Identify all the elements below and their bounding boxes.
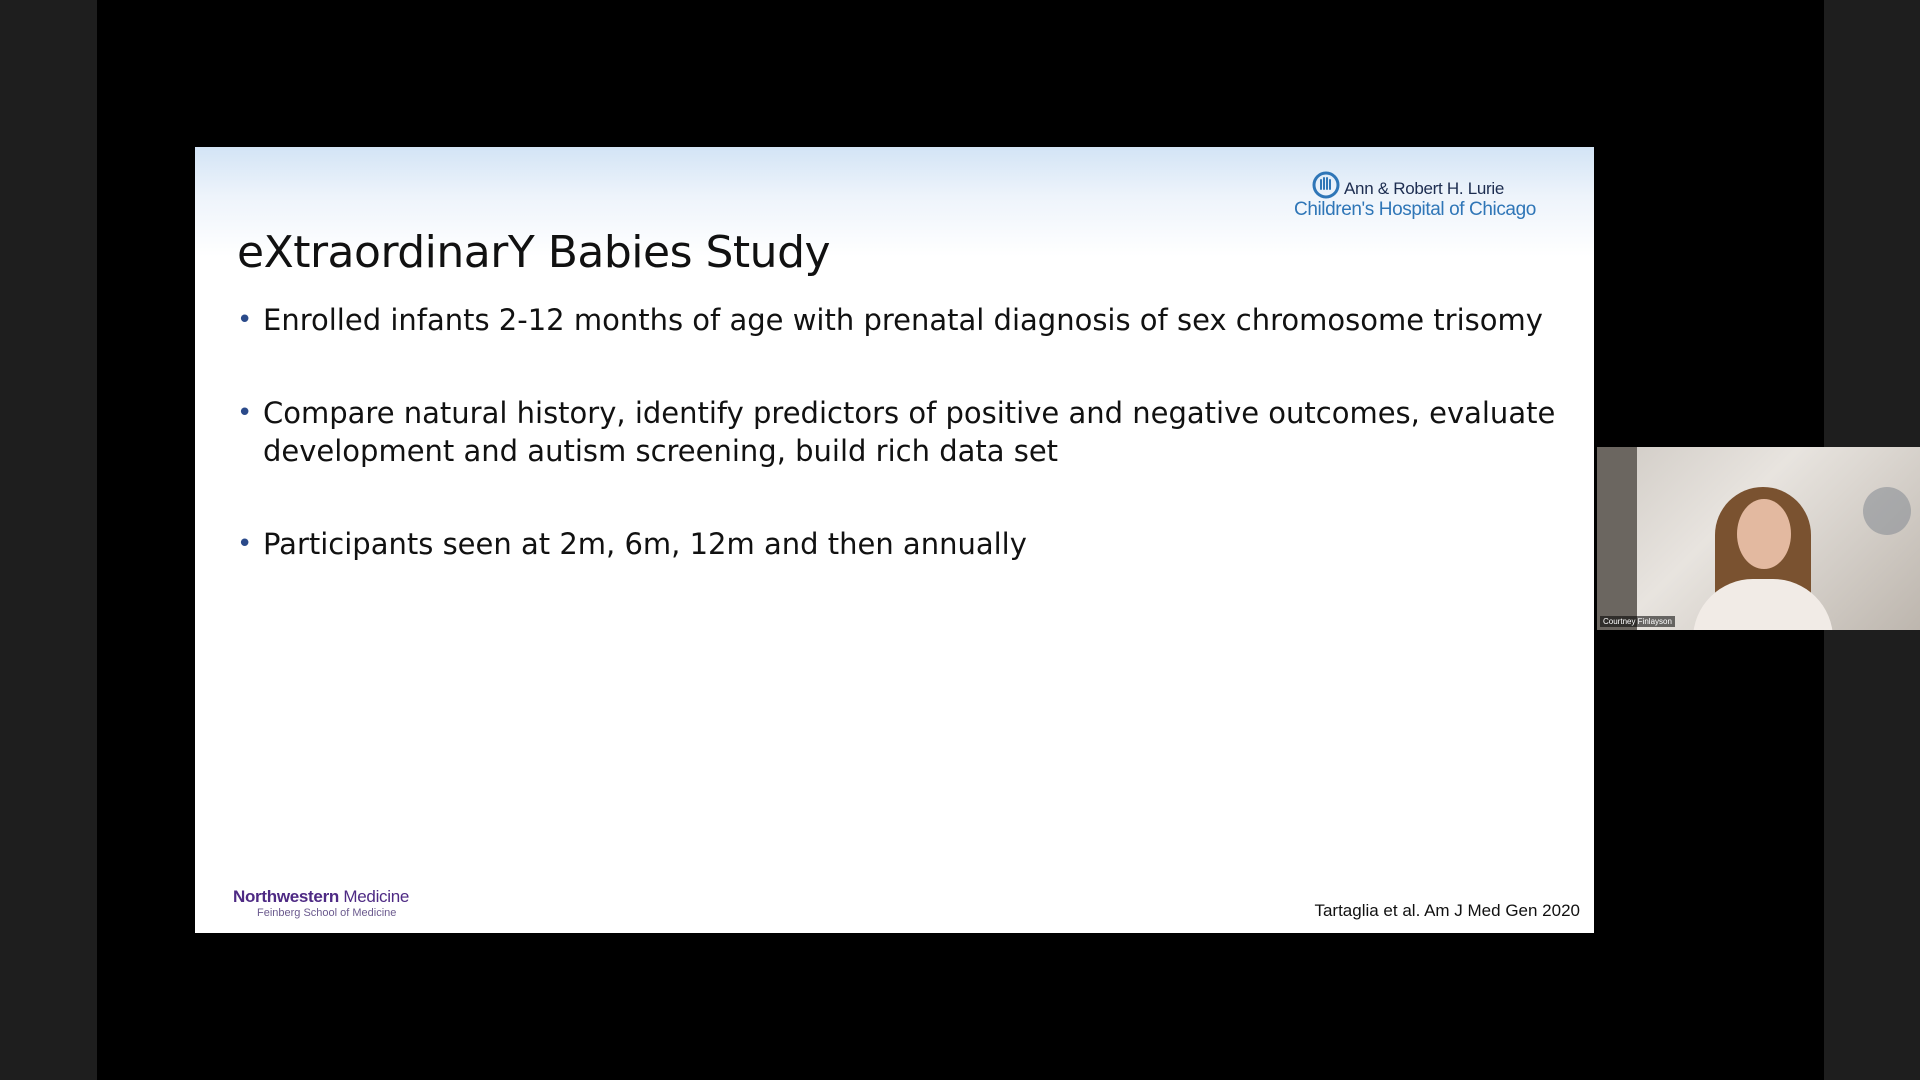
bullet-text: Enrolled infants 2-12 months of age with prenatal diagnosis of sex chromosome trisomy [263, 303, 1543, 337]
northwestern-logo-line1 [233, 887, 409, 907]
bullet-text: Participants seen at 2m, 6m, 12m and then annually [263, 527, 1027, 561]
video-background-window [1597, 447, 1637, 630]
bullet-item [237, 525, 1557, 563]
participant-body [1693, 579, 1833, 630]
participant-video-tile[interactable] [1597, 447, 1920, 630]
northwestern-medicine-logo [233, 887, 473, 921]
bullet-item [237, 394, 1557, 470]
participant-name-label: Courtney Finlayson [1600, 616, 1675, 627]
shared-slide [195, 147, 1594, 933]
bullet-text: Compare natural history, identify predictors of positive and negative outcomes, evaluate development and autism screening, build rich data set [263, 396, 1556, 468]
northwestern-logo-regular: Medicine [338, 887, 410, 906]
slide-citation: Tartaglia et al. Am J Med Gen 2020 [1314, 901, 1580, 920]
bullet-dot: • [237, 305, 253, 335]
lurie-logo-line1: Ann & Robert H. Lurie [1344, 179, 1505, 198]
bullet-list [237, 301, 1557, 618]
lurie-logo-line2: Children's Hospital of Chicago [1294, 199, 1536, 220]
northwestern-logo-line2: Feinberg School of Medicine [257, 907, 397, 919]
meeting-stage [97, 0, 1824, 1080]
bullet-dot: • [237, 398, 253, 428]
lurie-childrens-logo [1294, 171, 1564, 227]
bullet-item [237, 301, 1557, 339]
lurie-hand-icon [1312, 171, 1340, 199]
video-background-clock [1863, 487, 1911, 535]
bullet-dot: • [237, 529, 253, 559]
northwestern-logo-bold: Northwestern [233, 887, 339, 906]
participant-face [1737, 499, 1791, 569]
slide-title: eXtraordinarY Babies Study [237, 227, 831, 278]
